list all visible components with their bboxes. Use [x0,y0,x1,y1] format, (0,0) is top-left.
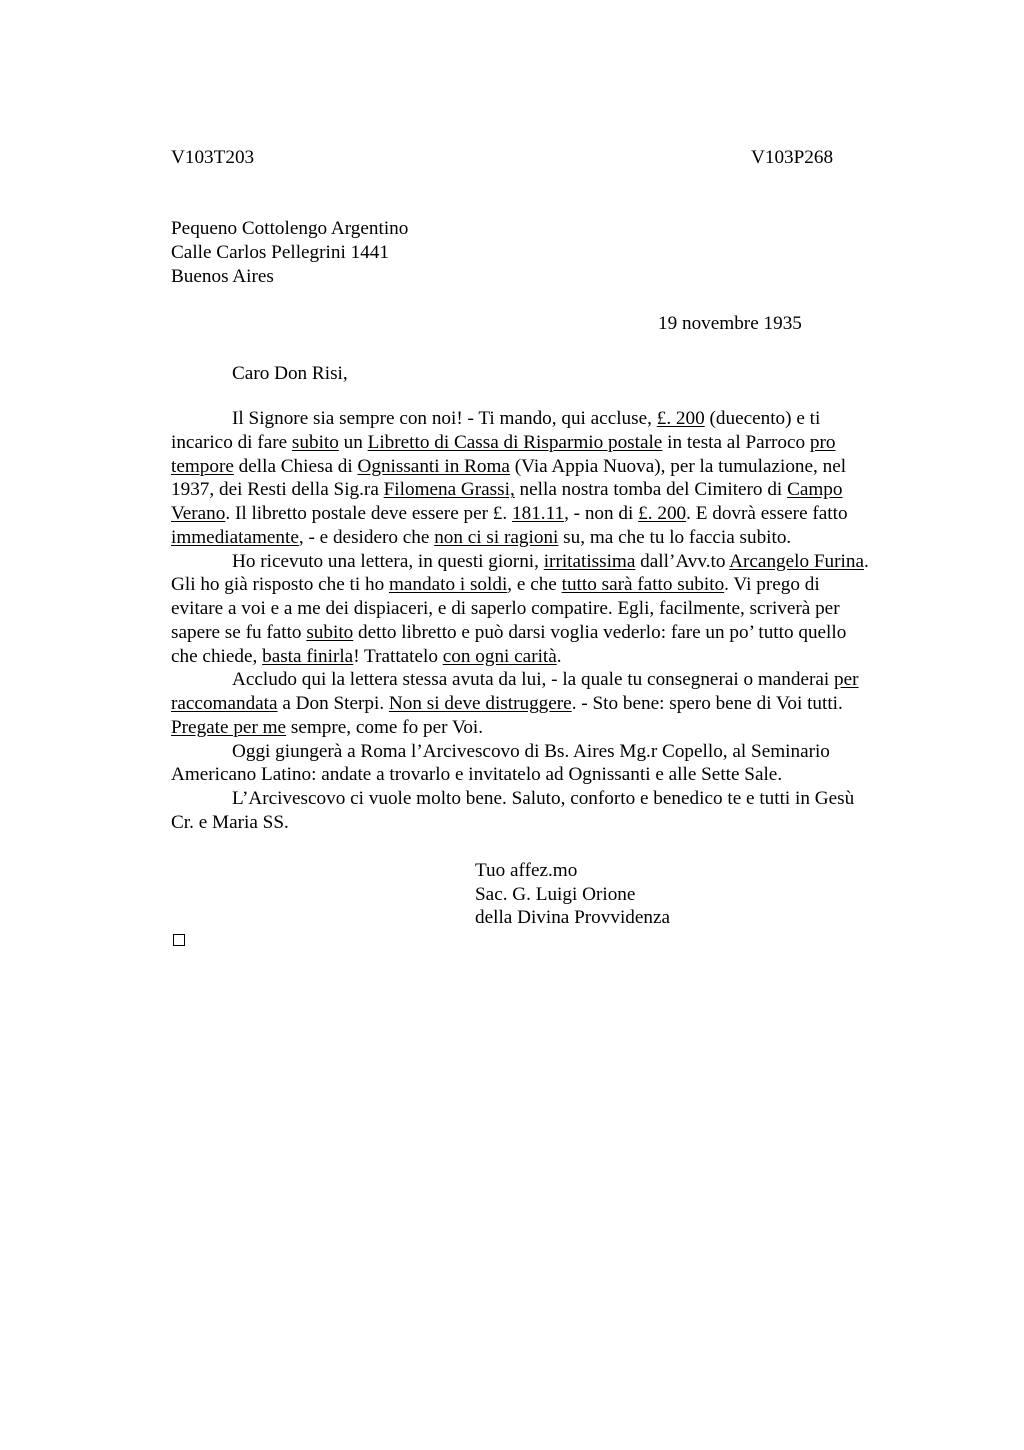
text-segment: . Vi prego di [724,574,820,596]
signature-title: della Divina Provvidenza [475,907,671,928]
text-segment: L’Arcivescovo ci vuole molto bene. Saluto, conforto e benedico te e tutti in Gesù [232,788,855,809]
text-segment: in testa al Parroco [662,431,810,453]
underlined-text: non ci si ragioni [434,526,559,548]
underlined-text: subito [291,431,339,453]
underlined-text: tutto sarà fatto subito [561,574,725,596]
text-segment: su, ma che tu lo faccia subito. [558,526,792,548]
checkbox-square-icon [173,934,185,946]
underlined-text: Verano [171,503,226,524]
underlined-text: £. 200 [638,503,687,524]
text-segment: Oggi giungerà a Roma l’Arcivescovo di Bs. Aires Mg.r Copello, al Seminario [232,740,830,762]
text-segment: detto libretto e può darsi voglia vederlo: fare un po’ tutto quello [353,621,847,643]
body-line [171,431,931,455]
underlined-text: Campo [787,479,843,501]
underlined-text: mandato i soldi [388,574,508,596]
text-segment: Il Signore sia sempre con noi! - Ti mando, qui accluse, [232,408,657,429]
text-segment: 1937, dei Resti della Sig.ra [171,479,384,501]
text-segment: nella nostra tomba del Cimitero di [514,479,788,501]
address-line-1: Pequeno Cottolengo Argentino [171,218,409,239]
text-segment: , - e desidero che [298,526,435,548]
underlined-text: tempore [171,455,234,477]
text-segment: un [338,431,368,453]
letter-date: 19 novembre 1935 [658,313,802,334]
text-segment: ! Trattatelo [353,645,443,667]
underlined-text: per [834,669,859,691]
underlined-text: immediatamente [171,526,299,548]
underlined-text: pro [809,431,836,453]
underlined-text: basta finirla [262,645,354,667]
text-segment: , - non di [564,503,639,524]
body-line [171,621,931,645]
text-segment: a Don Sterpi. [277,693,389,714]
underlined-text: Non si deve distruggere [388,693,572,714]
recipient-address [171,217,408,289]
underlined-text: irritatissima [543,550,636,572]
underlined-text: raccomandata [171,693,278,714]
body-line [171,811,931,835]
text-segment: . Il libretto postale deve essere per £. [225,503,512,524]
text-segment: . E dovrà essere fatto [686,503,848,524]
body-line [171,692,931,716]
text-segment: , e che [507,574,562,596]
document-code-left: V103T203 [171,147,255,168]
underlined-text: Arcangelo Furina [729,550,864,572]
text-segment: . - Sto bene: spero bene di Voi tutti. [571,693,843,714]
text-segment: incarico di fare [171,431,292,453]
text-segment: . [556,645,562,667]
address-line-3: Buenos Aires [171,266,274,287]
underlined-text: 181.11 [512,503,565,524]
body-line [171,502,931,526]
document-code-right: V103P268 [751,147,834,168]
text-segment: Gli ho già risposto che ti ho [171,574,389,596]
body-line [171,455,931,479]
body-line [171,597,931,621]
underlined-text: con ogni carità [442,645,557,667]
body-line [171,407,931,431]
letter-body [171,407,931,835]
text-segment: . [863,550,869,572]
text-segment: (Via Appia Nuova), per la tumulazione, nel [509,455,847,477]
underlined-text: £. 200 [656,408,705,429]
body-line [171,573,931,597]
text-segment: Accludo qui la lettera stessa avuta da lui, - la quale tu consegnerai o manderai [232,669,835,691]
text-segment: che chiede, [171,645,263,667]
body-line [171,787,931,811]
underlined-text: Ognissanti in Roma [357,455,510,477]
text-segment: sempre, come fo per Voi. [286,716,484,738]
body-line [171,478,931,502]
text-segment: (duecento) e ti [704,408,821,429]
text-segment: Americano Latino: andate a trovarlo e invitatelo ad Ognissanti e alle Sette Sale. [171,764,783,786]
body-line [171,550,931,574]
text-segment: evitare a voi e a me dei dispiaceri, e di saperlo compatire. Egli, facilmente, scriverà per [171,598,840,619]
address-line-2: Calle Carlos Pellegrini 1441 [171,242,389,263]
body-line [171,740,931,764]
text-segment: sapere se fu fatto [171,621,307,643]
text-segment: Cr. e Maria SS. [171,811,289,833]
salutation: Caro Don Risi, [232,363,348,384]
signature-name: Sac. G. Luigi Orione [475,883,636,905]
underlined-text: Libretto di Cassa di Risparmio postale [367,431,663,453]
body-line [171,763,931,787]
body-line [171,716,931,740]
text-segment: della Chiesa di [233,455,358,477]
text-segment: Ho ricevuto una lettera, in questi giorni, [232,550,544,572]
underlined-text: subito [306,621,354,643]
text-segment: dall’Avv.to [635,550,730,572]
underlined-text: Filomena Grassi, [383,479,515,501]
signature-closing: Tuo affez.mo [475,860,578,881]
body-line [171,526,931,550]
signature-block [475,859,670,930]
body-line [171,668,931,692]
body-line [171,645,931,669]
underlined-text: Pregate per me [171,716,287,738]
